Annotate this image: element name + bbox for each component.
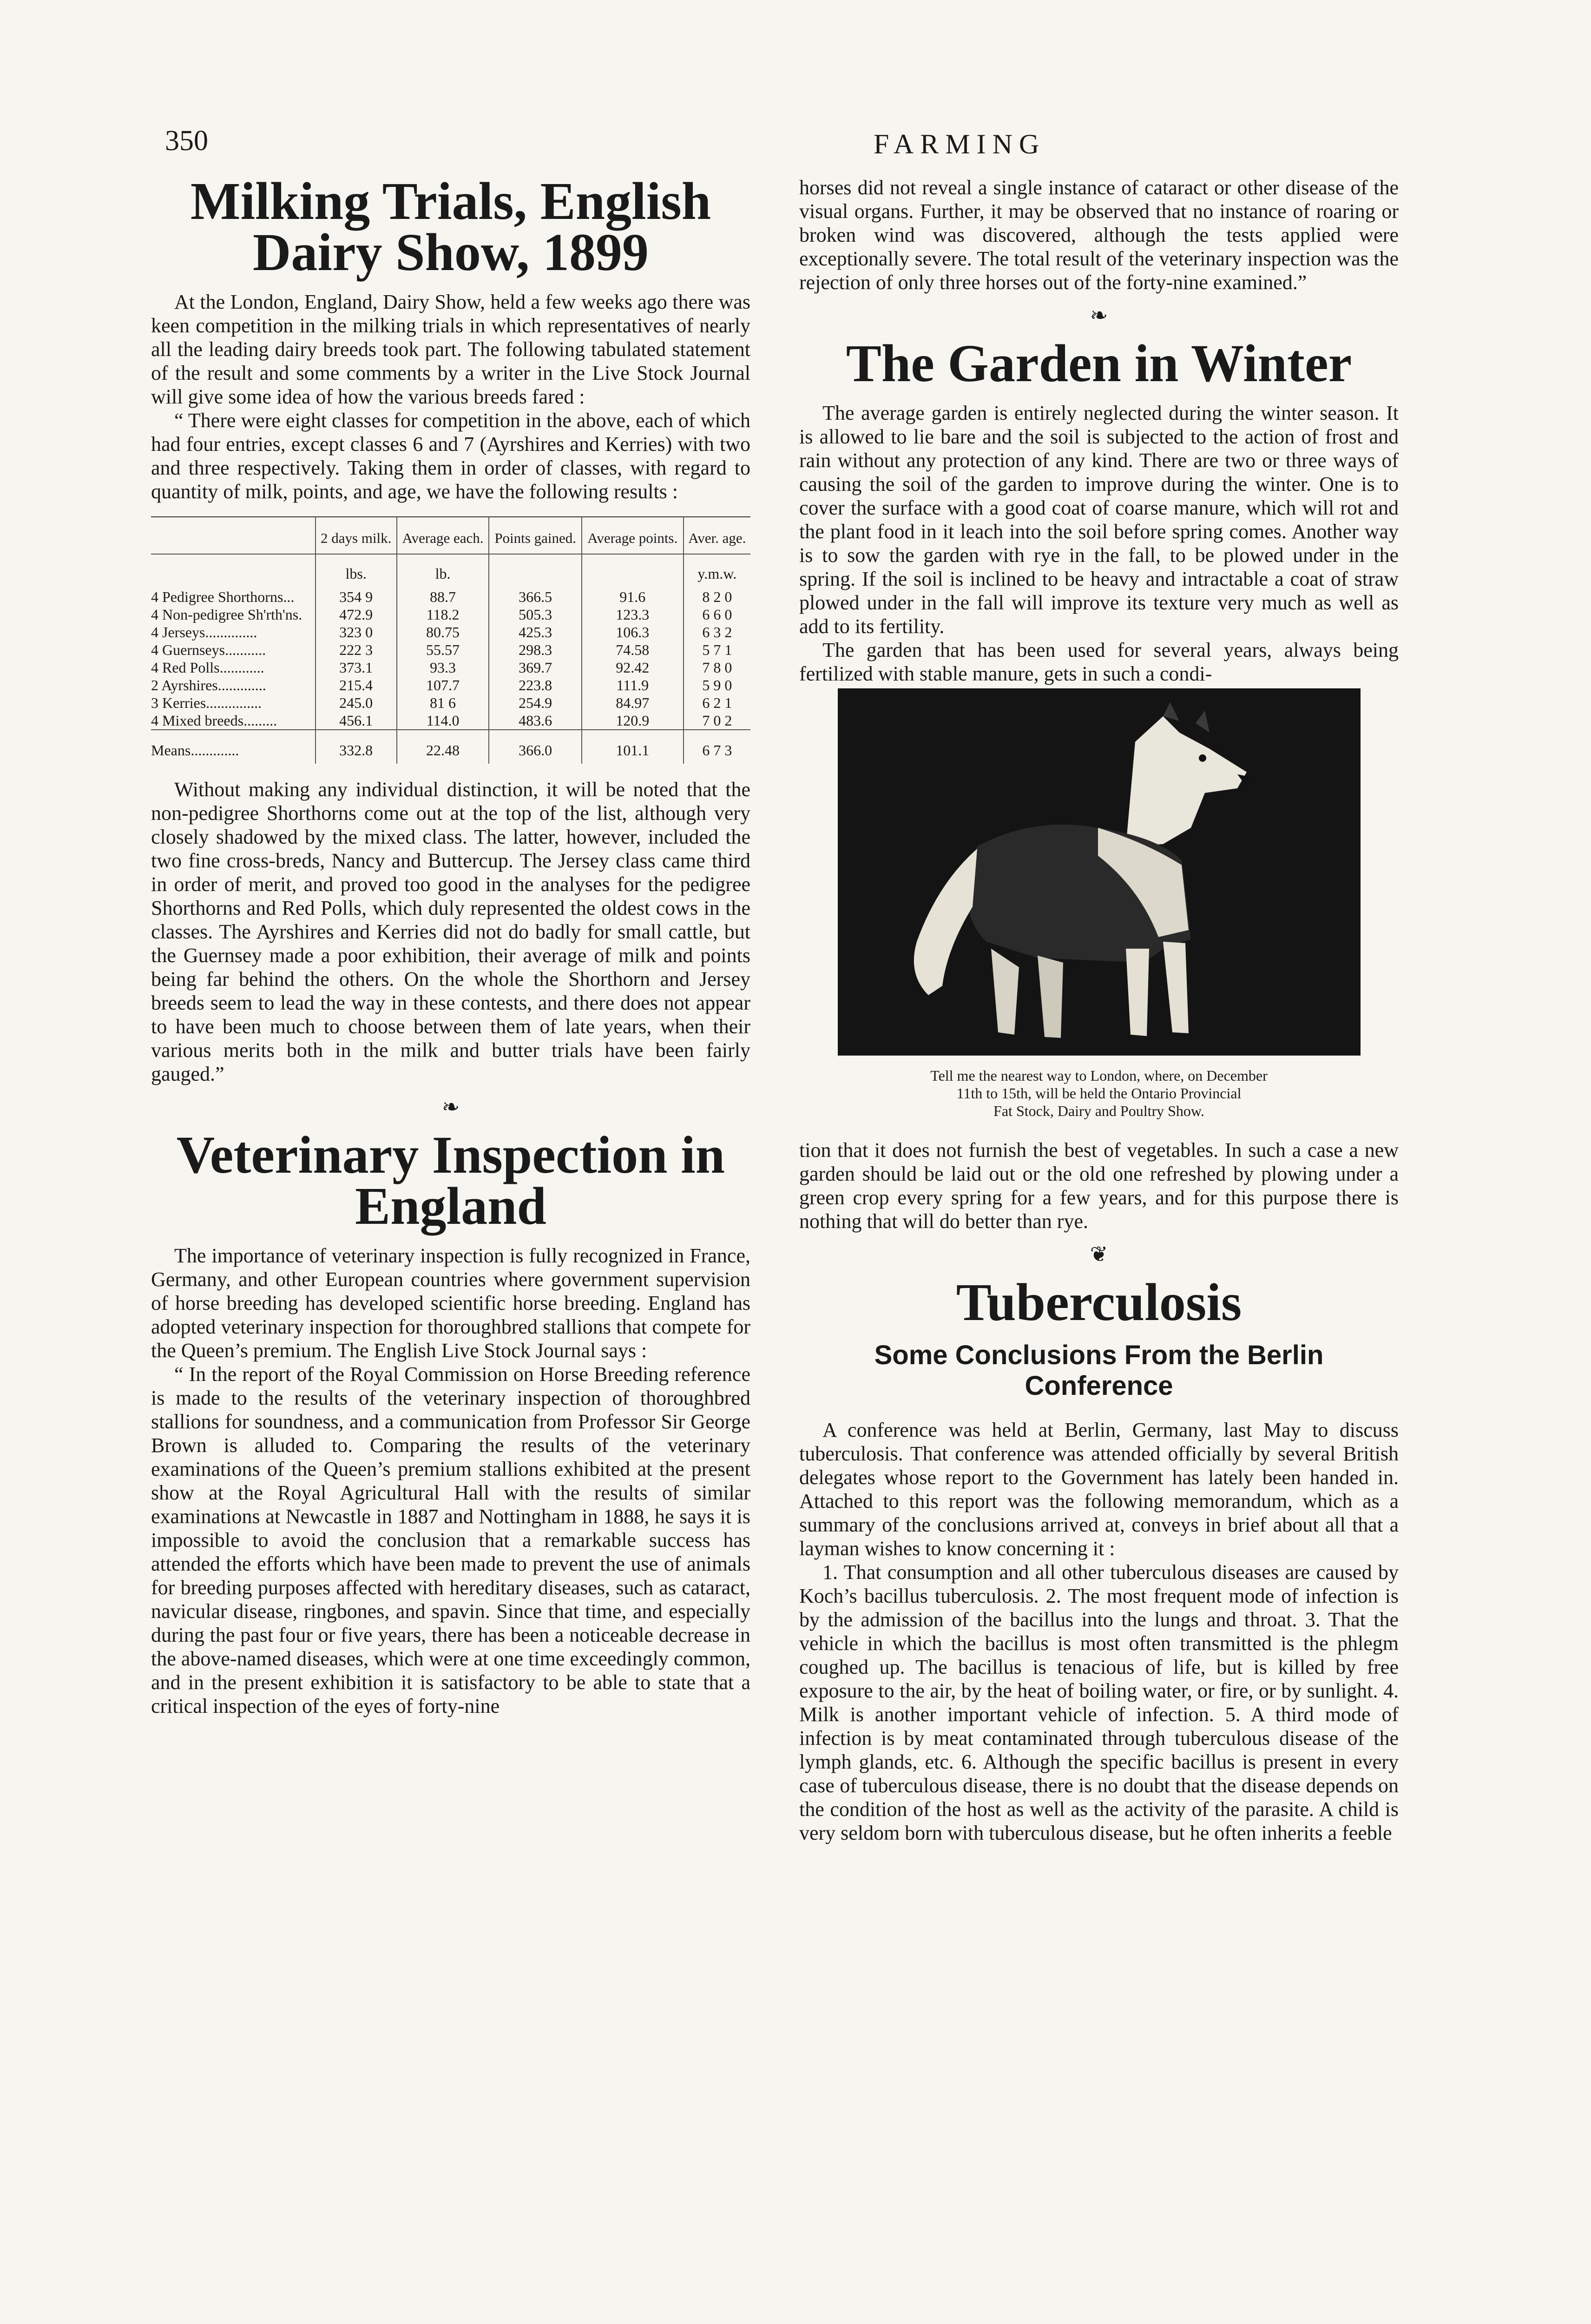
- table-cell: 332.8: [316, 730, 397, 764]
- table-cell: 106.3: [582, 623, 684, 641]
- table-cell: 366.5: [489, 588, 581, 606]
- table-cell: 91.6: [582, 588, 684, 606]
- table-cell: 354 9: [316, 588, 397, 606]
- table-header-cell: Average points.: [582, 517, 684, 554]
- table-header-row: [151, 517, 750, 554]
- garden-title: The Garden in Winter: [846, 334, 1352, 393]
- table-row: [151, 623, 750, 641]
- table-cell: 4 Non-pedigree Sh'rth'ns.: [151, 606, 302, 623]
- table-cell: 6 6 0: [684, 606, 750, 623]
- table-cell: [582, 554, 684, 588]
- table-row: [151, 712, 750, 730]
- collie-photo: [838, 688, 1361, 1056]
- table-cell: 222 3: [316, 641, 397, 659]
- table-cell: 74.58: [582, 641, 684, 659]
- caption-line3: Fat Stock, Dairy and Poultry Show.: [993, 1103, 1204, 1119]
- table-cell: 8 2 0: [684, 588, 750, 606]
- table-cell: 6 7 3: [684, 730, 750, 764]
- milking-title-line2: Dairy Show, 1899: [253, 223, 649, 282]
- milking-intro: At the London, England, Dairy Show, held a few weeks ago there was keen competition in the milking trials in which representatives of nearly all the leading dairy breeds took part. The following tabulated statement of the result and some comments by a writer in the Live Stock Journal will give some idea of how the various breeds fared :: [151, 290, 750, 408]
- table-row: [151, 606, 750, 623]
- table-cell: 107.7: [397, 676, 489, 694]
- table-cell: 425.3: [489, 623, 581, 641]
- fleuron-ornament: ❧: [441, 1095, 460, 1119]
- table-cell: 298.3: [489, 641, 581, 659]
- milking-comment: Without making any individual distinction, it will be noted that the non-pedigree Shorthorns come out at the top of the list, although very closely shadowed by the mixed class. The latter, however, included the two fine cross-breds, Nancy and Buttercup. The Jersey class came third in order of merit, and proved too good in the analyses for the pedigree Shorthorns and Red Polls, which duly represented the oldest cows in the classes. The Ayrshires and Kerries did not do badly for small cattle, but the Guernsey made a poor exhibition, their average of milk and points being far behind the others. On the whole the Shorthorn and Jersey breeds seem to lead the way in these contests, and there does not appear to have been much to choose between them of late years, when their various merits both in the milk and butter trials have been fairly gauged.”: [151, 778, 750, 1085]
- milking-quote: “ There were eight classes for competition in the above, each of which had four entries, except classes 6 and 7 (Ayrshires and Kerries) with two and three respectively. Taking them in order of classes, with regard to quantity of milk, points, and age, we have the following results :: [151, 409, 750, 503]
- milking-trials-title: [151, 172, 750, 282]
- photo-caption: [799, 1067, 1399, 1120]
- tuberculosis-title: Tuberculosis: [956, 1273, 1242, 1332]
- table-cell: 215.4: [316, 676, 397, 694]
- table-cell: 373.1: [316, 659, 397, 676]
- veterinary-title-line2: England: [355, 1176, 546, 1235]
- milking-results-table: [151, 516, 750, 764]
- table-cell: lbs.: [316, 554, 397, 588]
- table-row: [151, 676, 750, 694]
- table-cell: 88.7: [397, 588, 489, 606]
- veterinary-para-2: “ In the report of the Royal Commission on Horse Breeding reference is made to the results of the veterinary inspection of thoroughbred stallions for soundness, and a communication from Professor Sir George Brown is alluded to. Comparing the results of the veterinary examinations of the Queen’s premium stallions exhibited at the present show at the Royal Agricultural Hall with the results of similar examinations at Newcastle in 1887 and Nottingham in 1888, he says it is impossible to avoid the conclusion that a remarkable success has attended the efforts which have been made to prevent the use of animals for breeding purposes affected with hereditary diseases, such as cataract, navicular disease, ringbones, and spavin. Since that time, and especially during the past four or five years, there has been a noticeable decrease in the above-named diseases, which were at one time exceedingly common, and in the present exhibition it is satisfactory to be able to state that a critical inspection of the eyes of forty-nine: [151, 1363, 750, 1717]
- table-cell: 4 Mixed breeds.........: [151, 712, 277, 729]
- milking-title-line1: Milking Trials, English: [190, 172, 711, 231]
- page-number: 350: [165, 125, 208, 157]
- table-header-cell: Average each.: [397, 517, 489, 554]
- table-row: [151, 659, 750, 676]
- table-cell: y.m.w.: [684, 554, 750, 588]
- table-cell: 84.97: [582, 694, 684, 712]
- table-cell: 81 6: [397, 694, 489, 712]
- table-units-row: [151, 554, 750, 588]
- left-column: [151, 172, 750, 1718]
- veterinary-para-1: The importance of veterinary inspection is fully recognized in France, Germany, and other European countries where government supervision of horse breeding has developed scientific horse breeding. England has adopted veterinary inspection for thoroughbred stallions that compete for the Queen’s premium. The English Live Stock Journal says :: [151, 1244, 750, 1362]
- table-cell: 7 0 2: [684, 712, 750, 730]
- running-head: FARMING: [874, 129, 1046, 159]
- table-cell: 7 8 0: [684, 659, 750, 676]
- right-column: [799, 176, 1399, 1845]
- table-cell: 6 3 2: [684, 623, 750, 641]
- table-header-cell: [151, 517, 316, 554]
- table-cell: [489, 554, 581, 588]
- garden-para-2: The garden that has been used for several years, always being fertilized with stable manure, gets in such a condi-: [799, 639, 1399, 685]
- veterinary-title-line1: Veterinary Inspection in: [176, 1125, 725, 1184]
- table-cell: 118.2: [397, 606, 489, 623]
- table-cell: 323 0: [316, 623, 397, 641]
- collie-dog-image: [838, 688, 1361, 1056]
- table-cell: 472.9: [316, 606, 397, 623]
- table-cell: 3 Kerries...............: [151, 694, 262, 711]
- table-means-row: [151, 730, 750, 764]
- table-row: [151, 588, 750, 606]
- table-header-cell: 2 days milk.: [316, 517, 397, 554]
- table-cell: 223.8: [489, 676, 581, 694]
- table-row: [151, 641, 750, 659]
- table-cell: 254.9: [489, 694, 581, 712]
- table-cell: 4 Jerseys..............: [151, 624, 257, 640]
- veterinary-title: [151, 1125, 750, 1235]
- table-cell: 5 9 0: [684, 676, 750, 694]
- garden-para-3: tion that it does not furnish the best of vegetables. In such a case a new garden should be laid out or the old one refreshed by plowing under a green crop every spring for a few years, and for this purpose there is nothing that will do better than rye.: [799, 1139, 1399, 1233]
- table-cell: 483.6: [489, 712, 581, 730]
- table-cell: 101.1: [582, 730, 684, 764]
- table-cell: 111.9: [582, 676, 684, 694]
- table-cell: 123.3: [582, 606, 684, 623]
- tuberculosis-para-2: 1. That consumption and all other tuberculous diseases are caused by Koch’s bacillus tuberculosis. 2. The most frequent mode of infection is by the admission of the bacillus into the lungs and throat. 3. That the vehicle in which the bacillus is most often transmitted is the phlegm coughed up. The bacillus is tenacious of life, but is killed by free exposure to the air, by the heat of boiling water, or fire, or by sunlight. 4. Milk is another important vehicle of infection. 5. A third mode of infection is by meat contaminated through tuberculous disease of the lymph glands, etc. 6. Although the specific bacillus is present in every case of tuberculous disease, there is no doubt that the disease depends on the condition of the host as well as the activity of the parasite. A child is very seldom born with tuberculous disease, but he often inherits a feeble: [799, 1561, 1399, 1844]
- garden-para-1: The average garden is entirely neglected during the winter season. It is allowed to lie bare and the soil is subjected to the action of frost and rain without any protection of any kind. There are two or three ways of causing the soil of the garden to improve during the winter. One is to cover the surface with a good coat of coarse manure, which will rot and the plant food in it leach into the soil before spring comes. Another way is to sow the garden with rye in the fall, to be plowed under in the spring. If the soil is inclined to be heavy and intractable a coat of straw plowed under in the fall will improve its texture very much as well as add to its fertility.: [799, 402, 1399, 638]
- table-header-cell: Points gained.: [489, 517, 581, 554]
- table-cell: Means.............: [151, 730, 316, 764]
- table-cell: 114.0: [397, 712, 489, 730]
- table-cell: 369.7: [489, 659, 581, 676]
- table-cell: 245.0: [316, 694, 397, 712]
- table-cell: 6 2 1: [684, 694, 750, 712]
- fleuron-ornament: ❧: [1090, 304, 1108, 327]
- fleuron-ornament: ❦: [1090, 1242, 1108, 1266]
- table-cell: 93.3: [397, 659, 489, 676]
- table-cell: lb.: [397, 554, 489, 588]
- table-cell: 4 Guernseys...........: [151, 641, 266, 658]
- veterinary-continuation: horses did not reveal a single instance of cataract or other disease of the visual organs. Further, it may be observed that no instance of roaring or broken wind was discovered, although the tests applied were exceptionally severe. The total result of the veterinary inspection was the rejection of only three horses out of the forty-nine examined.”: [799, 176, 1399, 294]
- table-row: [151, 694, 750, 712]
- table-cell: 55.57: [397, 641, 489, 659]
- table-cell: [151, 554, 316, 588]
- table-cell: 5 7 1: [684, 641, 750, 659]
- table-cell: 4 Pedigree Shorthorns...: [151, 588, 295, 605]
- table-cell: 505.3: [489, 606, 581, 623]
- table-cell: 4 Red Polls............: [151, 659, 264, 676]
- tuberculosis-subtitle: Some Conclusions From the Berlin Conference: [874, 1340, 1324, 1401]
- table-cell: 22.48: [397, 730, 489, 764]
- table-cell: 120.9: [582, 712, 684, 730]
- tuberculosis-para-1: A conference was held at Berlin, Germany, last May to discuss tuberculosis. That conference was attended officially by several British delegates whose report to the Government has lately been handed in. Attached to this report was the following memorandum, which as a summary of the conclusions arrived at, conveys in brief about all that a layman wishes to know concerning it :: [799, 1419, 1399, 1560]
- caption-line2: 11th to 15th, will be held the Ontario Provincial: [956, 1085, 1242, 1102]
- table-cell: 366.0: [489, 730, 581, 764]
- caption-line1: Tell me the nearest way to London, where, on December: [930, 1067, 1268, 1084]
- table-cell: 92.42: [582, 659, 684, 676]
- table-header-cell: Aver. age.: [684, 517, 750, 554]
- table-cell: 80.75: [397, 623, 489, 641]
- table-cell: 456.1: [316, 712, 397, 730]
- table-cell: 2 Ayrshires.............: [151, 677, 266, 693]
